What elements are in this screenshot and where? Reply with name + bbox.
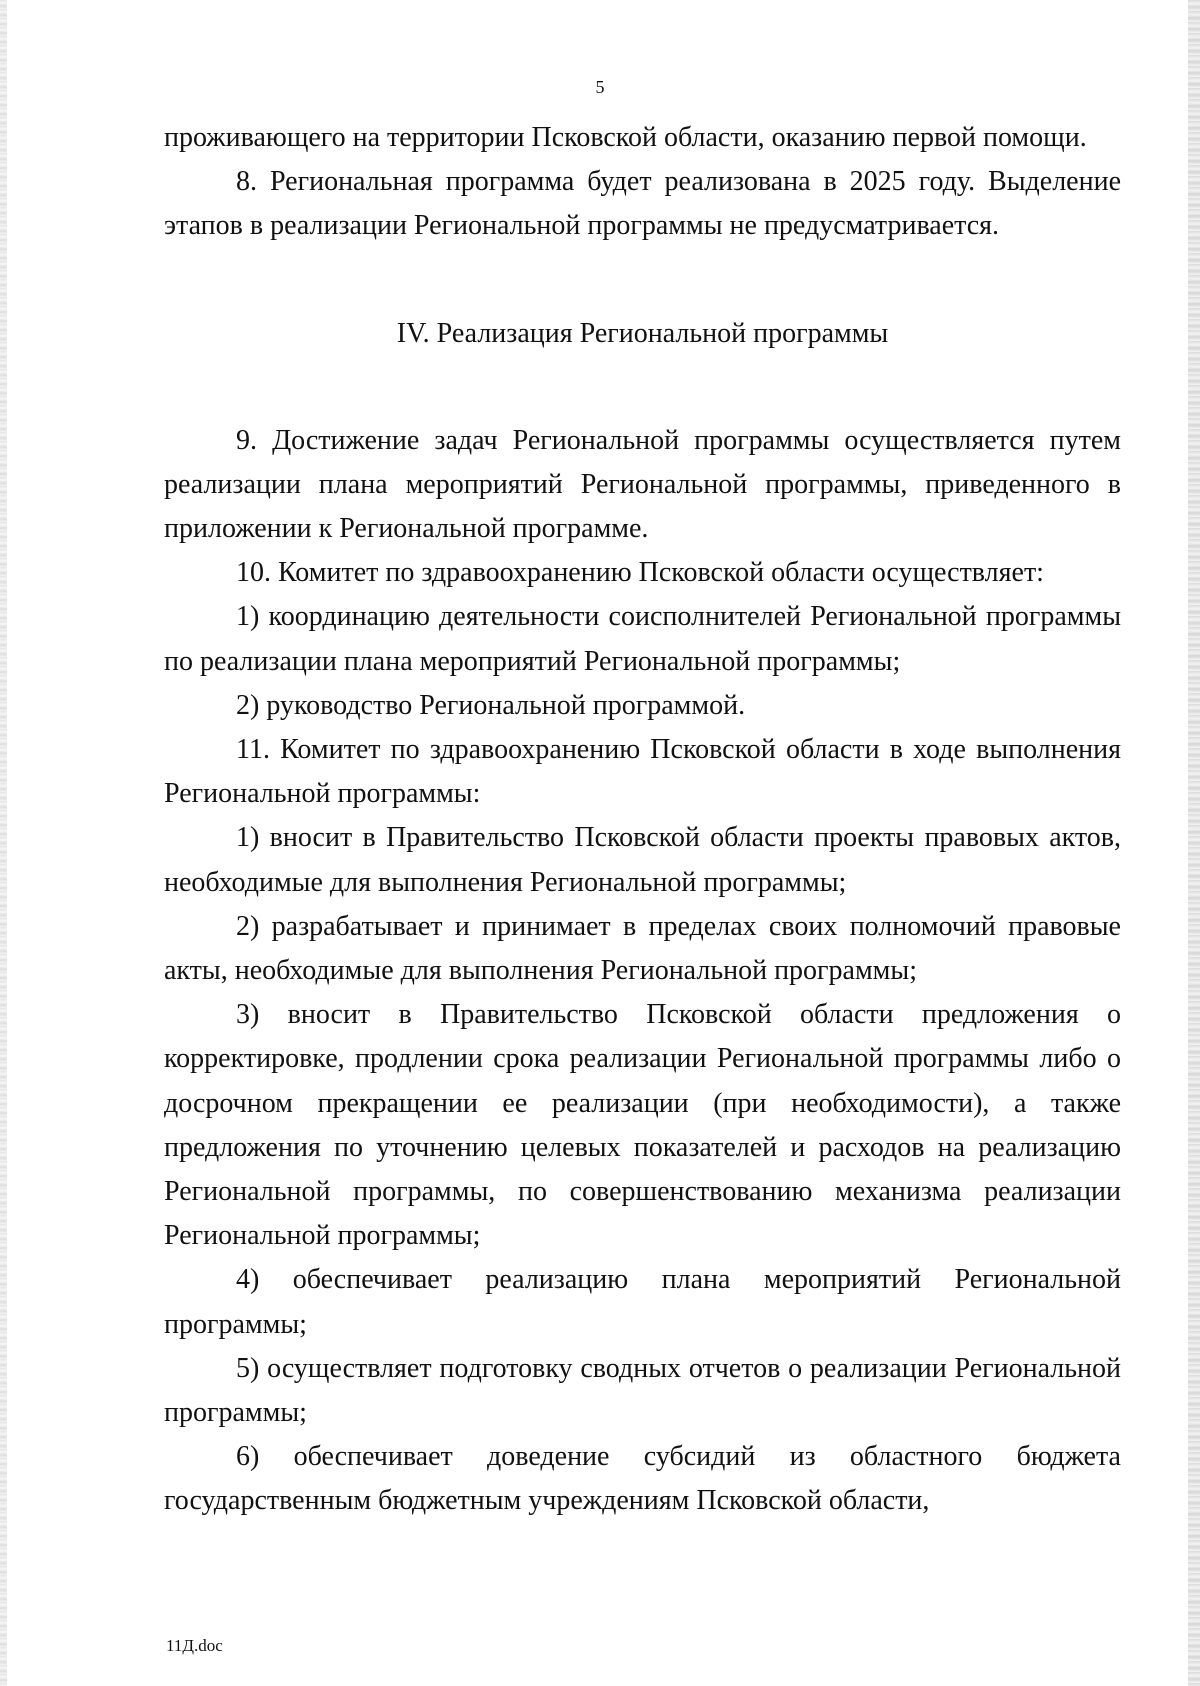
paragraph-11: 11. Комитет по здравоохранению Псковской области в ходе выполнения Региональной программы:	[164, 734, 1121, 810]
paragraph-11-item-5: 5) осуществляет подготовку сводных отчетов о реализации Региональной программы;	[164, 1352, 1121, 1429]
page-number: 5	[595, 77, 605, 97]
paragraph-11-item-4: 4) обеспечивает реализацию плана мероприятий Региональной программы;	[164, 1264, 1121, 1340]
document-body	[164, 116, 1121, 1524]
scan-edge-right	[1188, 0, 1200, 1686]
paragraph-11-item-6: 6) обеспечивает доведение субсидий из областного бюджета государственным бюджетным учреждениям Псковской области,	[164, 1441, 1121, 1517]
paragraph-9: 9. Достижение задач Региональной программы осуществляется путем реализации плана мероприятий Региональной программы, приведенного в приложении к Региональной программе.	[164, 424, 1121, 545]
footer-filename: 11Д.doc	[166, 1636, 223, 1655]
paragraph-11-item-1: 1) вносит в Правительство Псковской области проекты правовых актов, необходимые для выполнения Региональной программы;	[164, 822, 1121, 898]
paragraph-11-item-3: 3) вносит в Правительство Псковской области предложения о корректировке, продлении срока реализации Региональной программы либо о досрочном прекращении ее реализации (при необходимости), а также предложения по уточнению целевых показателей и расходов на реализацию Региональной программы, по совершенствованию механизма реализации Региональной программы;	[164, 999, 1121, 1252]
section-heading: IV. Реализация Региональной программы	[396, 317, 889, 349]
paragraph-11-item-2: 2) разрабатывает и принимает в пределах своих полномочий правовые акты, необходимые для выполнения Региональной программы;	[164, 910, 1121, 987]
paragraph-10-item-1: 1) координацию деятельности соисполнителей Региональной программы по реализации плана мероприятий Региональной программы;	[164, 601, 1121, 677]
paragraph-continuation: проживающего на территории Псковской области, оказанию первой помощи.	[164, 122, 1087, 153]
scan-edge-left	[0, 0, 7, 1686]
paragraph-10-item-2: 2) руководство Региональной программой.	[236, 689, 746, 721]
paragraph-10: 10. Комитет по здравоохранению Псковской области осуществляет:	[236, 557, 1044, 589]
paragraph-8: 8. Региональная программа будет реализована в 2025 году. Выделение этапов в реализации Региональной программы не предусматривается.	[164, 166, 1121, 242]
